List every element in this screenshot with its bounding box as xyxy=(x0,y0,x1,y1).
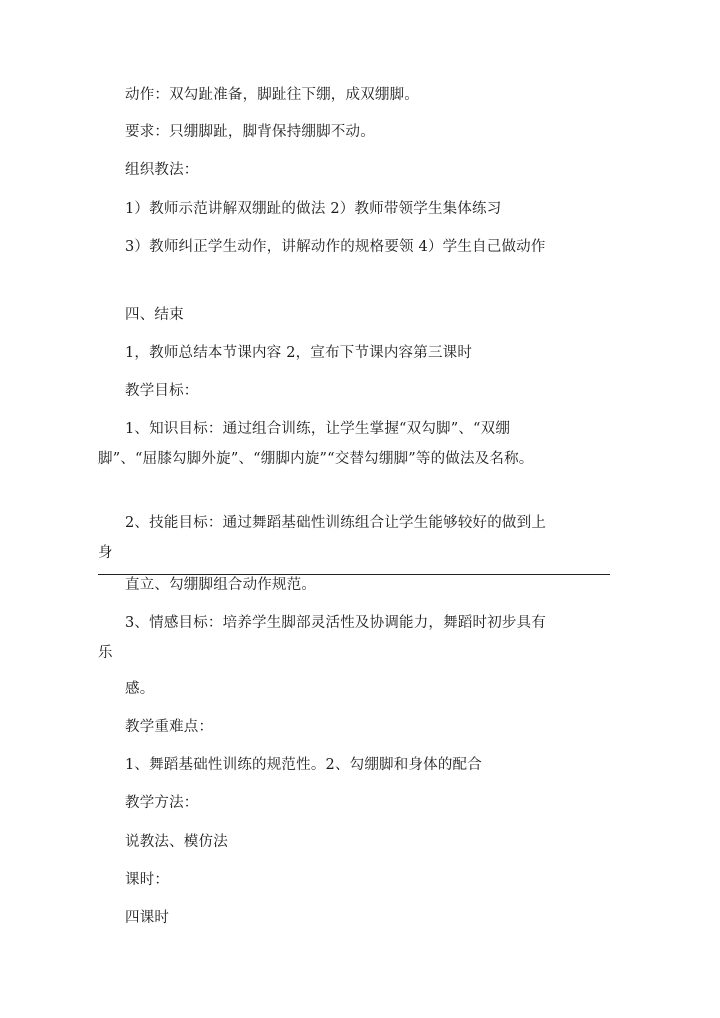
paragraph-steps-1-2: 1）教师示范讲解双绷趾的做法 2）教师带领学生集体练习 xyxy=(125,201,502,217)
paragraph-emotion-objective: 3、情感目标：培养学生脚部灵活性及协调能力，舞蹈时初步具有乐 xyxy=(98,615,547,661)
paragraph-hours: 四课时 xyxy=(125,910,170,926)
section-heading-ending: 四、结束 xyxy=(125,307,184,323)
paragraph-requirement: 要求：只绷脚趾，脚背保持绷脚不动。 xyxy=(125,124,375,140)
paragraph-methods: 说教法、模仿法 xyxy=(125,834,228,850)
paragraph-emotion-objective-continued: 感。 xyxy=(125,681,155,697)
paragraph-hours-heading: 课时： xyxy=(125,872,170,888)
paragraph-methods-heading: 教学方法： xyxy=(125,795,199,811)
paragraph-skill-objective-continued: 直立、勾绷脚组合动作规范。 xyxy=(125,577,317,593)
paragraph-teaching-method-heading: 组织教法： xyxy=(125,162,199,178)
paragraph-key-points-heading: 教学重难点： xyxy=(125,719,214,735)
paragraph-skill-objective: 2、技能目标：通过舞蹈基础性训练组合让学生能够较好的做到上身 xyxy=(98,515,547,561)
paragraph-objectives-heading: 教学目标： xyxy=(125,383,199,399)
paragraph-knowledge-objective: 1、知识目标：通过组合训练，让学生掌握“双勾脚”、“双绷脚”、“屈膝勾脚外旋”、“绷脚内旋”“交替勾绷脚”等的做法及名称。 xyxy=(98,421,534,467)
paragraph-key-points: 1、舞蹈基础性训练的规范性。2、勾绷脚和身体的配合 xyxy=(125,757,482,773)
paragraph-summary: 1，教师总结本节课内容 2，宣布下节课内容第三课时 xyxy=(125,345,473,361)
paragraph-action: 动作：双勾趾准备，脚趾往下绷，成双绷脚。 xyxy=(125,87,419,103)
paragraph-steps-3-4: 3）教师纠正学生动作，讲解动作的规格要领 4）学生自己做动作 xyxy=(125,239,546,255)
